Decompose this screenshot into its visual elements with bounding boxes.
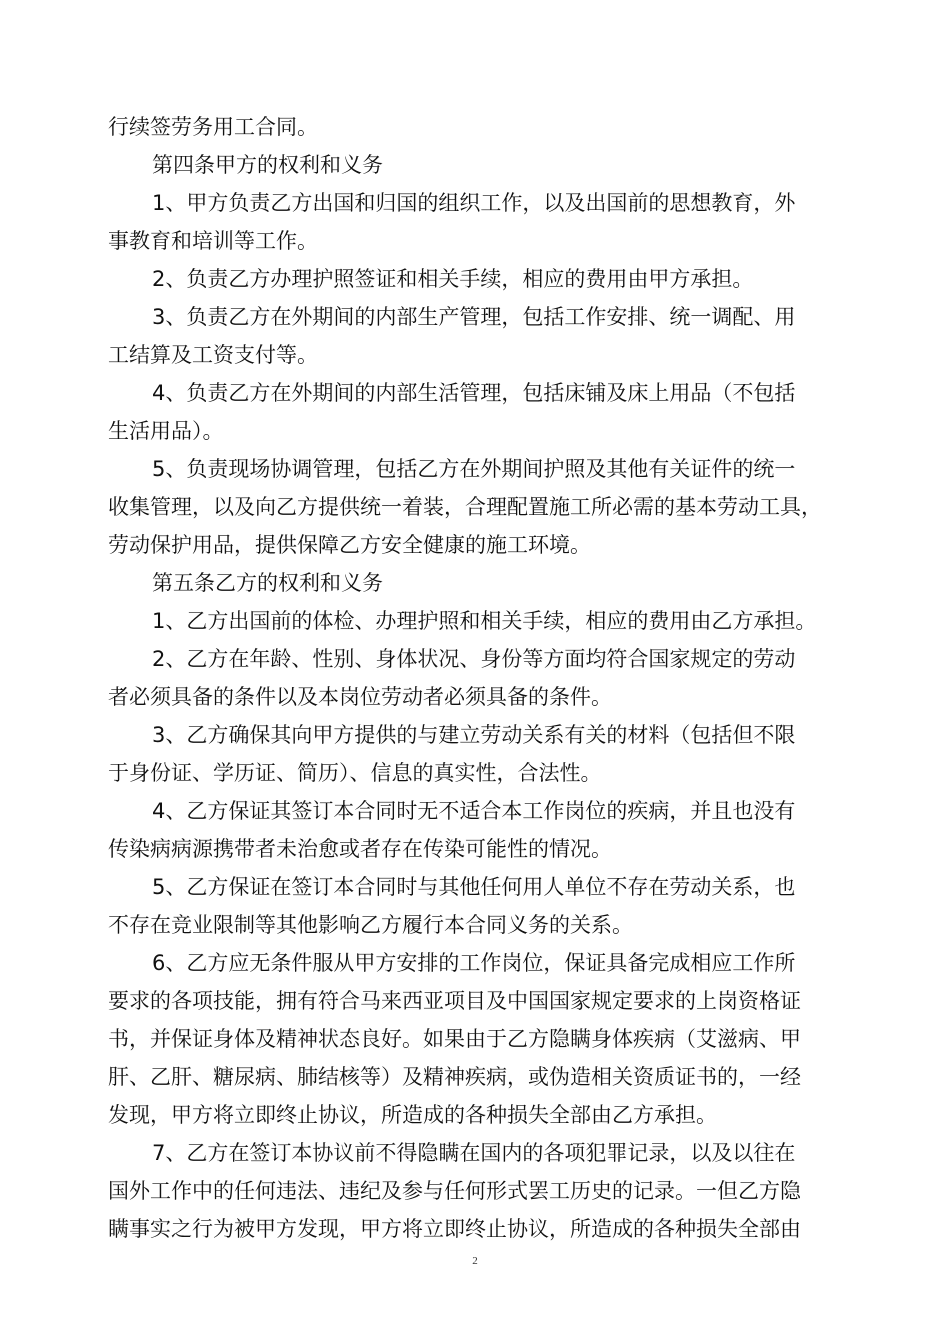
text-line: 不存在竞业限制等其他影响乙方履行本合同义务的关系。 bbox=[108, 913, 633, 937]
text-line: 肝、乙肝、糖尿病、肺结核等）及精神疾病，或伪造相关资质证书的，一经 bbox=[108, 1065, 801, 1089]
text-line: 国外工作中的任何违法、违纪及参与任何形式罢工历史的记录。一但乙方隐 bbox=[108, 1179, 801, 1203]
text-line: 7、乙方在签订本协议前不得隐瞒在国内的各项犯罪记录，以及以往在 bbox=[152, 1141, 796, 1165]
text-line: 1、甲方负责乙方出国和归国的组织工作，以及出国前的思想教育，外 bbox=[152, 191, 796, 215]
text-line: 劳动保护用品，提供保障乙方安全健康的施工环境。 bbox=[108, 533, 591, 557]
text-line: 2、负责乙方办理护照签证和相关手续，相应的费用由甲方承担。 bbox=[152, 267, 754, 291]
text-line: 传染病病源携带者未治愈或者存在传染可能性的情况。 bbox=[108, 837, 612, 861]
text-line: 行续签劳务用工合同。 bbox=[108, 115, 318, 139]
text-line: 4、负责乙方在外期间的内部生活管理，包括床铺及床上用品（不包括 bbox=[152, 381, 796, 405]
text-line: 5、负责现场协调管理，包括乙方在外期间护照及其他有关证件的统一 bbox=[152, 457, 796, 481]
text-line: 3、负责乙方在外期间的内部生产管理，包括工作安排、统一调配、用 bbox=[152, 305, 796, 329]
text-line: 4、乙方保证其签订本合同时无不适合本工作岗位的疾病，并且也没有 bbox=[152, 799, 796, 823]
section-heading-article-5: 第五条乙方的权利和义务 bbox=[152, 571, 383, 595]
text-line: 生活用品）。 bbox=[108, 419, 224, 443]
text-line: 3、乙方确保其向甲方提供的与建立劳动关系有关的材料（包括但不限 bbox=[152, 723, 796, 747]
text-line: 发现，甲方将立即终止协议，所造成的各种损失全部由乙方承担。 bbox=[108, 1103, 717, 1127]
text-line: 要求的各项技能，拥有符合马来西亚项目及中国国家规定要求的上岗资格证 bbox=[108, 989, 801, 1013]
text-line: 6、乙方应无条件服从甲方安排的工作岗位，保证具备完成相应工作所 bbox=[152, 951, 796, 975]
text-line: 瞒事实之行为被甲方发现，甲方将立即终止协议，所造成的各种损失全部由 bbox=[108, 1217, 801, 1241]
text-line: 事教育和培训等工作。 bbox=[108, 229, 318, 253]
text-line: 者必须具备的条件以及本岗位劳动者必须具备的条件。 bbox=[108, 685, 612, 709]
text-line: 5、乙方保证在签订本合同时与其他任何用人单位不存在劳动关系，也 bbox=[152, 875, 796, 899]
text-line: 1、乙方出国前的体检、办理护照和相关手续，相应的费用由乙方承担。 bbox=[152, 609, 817, 633]
text-line: 于身份证、学历证、简历）、信息的真实性，合法性。 bbox=[108, 761, 602, 785]
text-line: 书，并保证身体及精神状态良好。如果由于乙方隐瞒身体疾病（艾滋病、甲 bbox=[108, 1027, 801, 1051]
text-line: 工结算及工资支付等。 bbox=[108, 343, 318, 367]
text-line: 收集管理，以及向乙方提供统一着装，合理配置施工所必需的基本劳动工具， bbox=[108, 495, 822, 519]
page-number: 2 bbox=[472, 1255, 478, 1267]
text-line: 2、乙方在年龄、性别、身体状况、身份等方面均符合国家规定的劳动 bbox=[152, 647, 796, 671]
section-heading-article-4: 第四条甲方的权利和义务 bbox=[152, 153, 383, 177]
